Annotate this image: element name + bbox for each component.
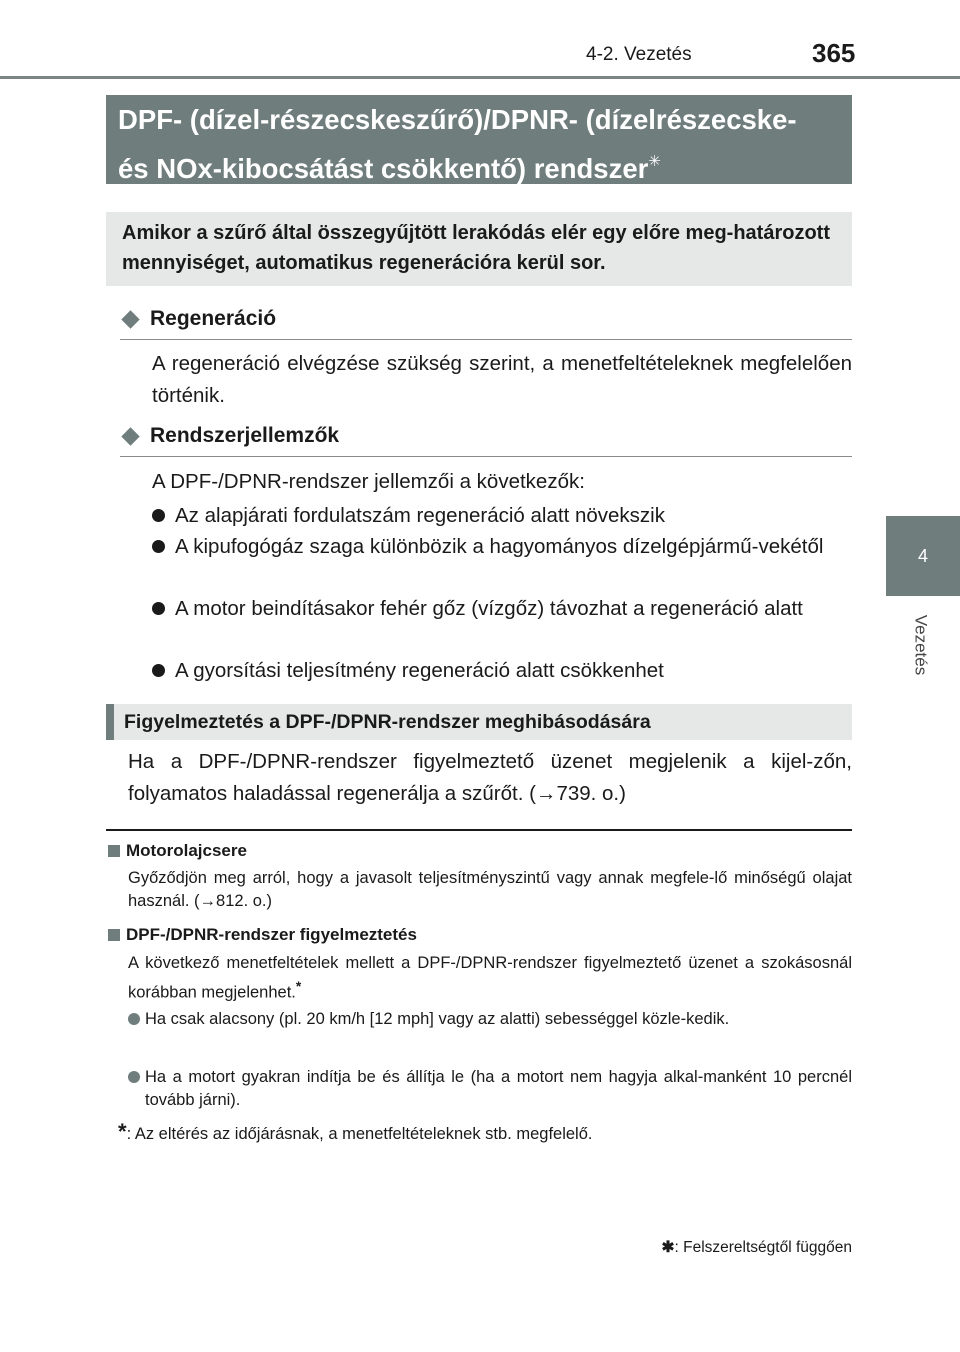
title-line-2: és NOx-kibocsátást csökkentő) rendszer <box>118 153 649 184</box>
bullet-icon <box>152 509 165 522</box>
regeneration-heading-text: Regeneráció <box>150 307 277 330</box>
features-heading <box>120 424 852 448</box>
list-item: A motor beindításakor fehér gőz (vízgőz) távozhat a regeneráció alatt <box>152 593 852 624</box>
title-line-1: DPF- (dízel-részecskeszűrő)/DPNR- (dízelrészecske- <box>118 104 797 135</box>
asterisk-marker: * <box>295 979 302 994</box>
dpnr-warning-heading: DPF-/DPNR-rendszer figyelmeztetés <box>106 925 417 945</box>
bullet-icon <box>152 540 165 553</box>
diamond-icon <box>121 310 139 328</box>
regeneration-heading <box>120 307 852 331</box>
header-divider <box>0 76 960 79</box>
bullet-icon <box>128 1013 140 1025</box>
square-icon <box>108 845 120 857</box>
divider <box>120 339 852 340</box>
list-item: A gyorsítási teljesítmény regeneráció alatt csökkenhet <box>152 655 852 686</box>
warning-heading: Figyelmeztetés a DPF-/DPNR-rendszer meghibásodására <box>124 711 651 733</box>
optional-equipment-marker: ✳ <box>648 153 661 170</box>
regeneration-text: A regeneráció elvégzése szükség szerint, a menetfeltételeknek megfelelően történik. <box>152 352 852 407</box>
list-item: Az alapjárati fordulatszám regeneráció alatt növekszik <box>152 500 852 531</box>
list-item: A kipufogógáz szaga különbözik a hagyományos dízelgépjármű-vekétől <box>152 531 852 562</box>
bullet-icon <box>152 664 165 677</box>
chapter-label-text: Vezetés <box>911 614 930 676</box>
divider <box>120 456 852 457</box>
intro-box <box>106 212 852 286</box>
chapter-number: 4 <box>917 545 928 566</box>
footnote: *: Az eltérés az időjárásnak, a menetfeltételeknek stb. megfelelő. <box>118 1119 593 1144</box>
warning-text: Ha a DPF-/DPNR-rendszer figyelmeztető üzenet megjelenik a kijel-zőn, folyamatos haladással regenerálja a szűrőt. (→739. o.) <box>128 750 852 805</box>
page-title <box>106 95 852 190</box>
dpnr-warning-text: A következő menetfeltételek mellett a DPF-/DPNR-rendszer figyelmeztető üzenet a szokásosnál korábban megjelenhet.* <box>128 954 852 1002</box>
bullet-icon <box>128 1071 140 1083</box>
oil-change-text: Győződjön meg arról, hogy a javasolt teljesítményszintű vagy annak megfele-lő minőségű olajat használ. (→812. o.) <box>128 869 852 910</box>
section-title: 4-2. Vezetés <box>586 44 692 65</box>
intro-text: Amikor a szűrő által összegyűjtött lerakódás elér egy előre meg-határozott mennyiséget, automatikus regenerációra kerül sor. <box>122 222 830 274</box>
square-icon <box>108 929 120 941</box>
optional-equipment-note: ✱: Felszereltségtől függően <box>661 1239 852 1256</box>
diamond-icon <box>121 427 139 445</box>
bullet-icon <box>152 602 165 615</box>
features-intro: A DPF-/DPNR-rendszer jellemzői a következők: <box>152 470 585 493</box>
list-item: Ha a motort gyakran indítja be és állítja le (ha a motort nem hagyja alkal-manként 10 percnél tovább járni). <box>128 1066 852 1112</box>
features-heading-text: Rendszerjellemzők <box>150 424 340 447</box>
chapter-label <box>880 605 960 685</box>
page-number: 365 <box>812 38 856 68</box>
asterisk-marker: * <box>118 1119 127 1144</box>
star-icon: ✱ <box>661 1239 675 1256</box>
warning-heading-box <box>106 704 852 740</box>
chapter-tab <box>886 516 960 596</box>
list-item: Ha csak alacsony (pl. 20 km/h [12 mph] vagy az alatti) sebességgel közle-kedik. <box>128 1008 852 1031</box>
oil-change-heading: Motorolajcsere <box>106 841 247 861</box>
notes-divider <box>106 829 852 831</box>
title-box <box>106 95 852 184</box>
